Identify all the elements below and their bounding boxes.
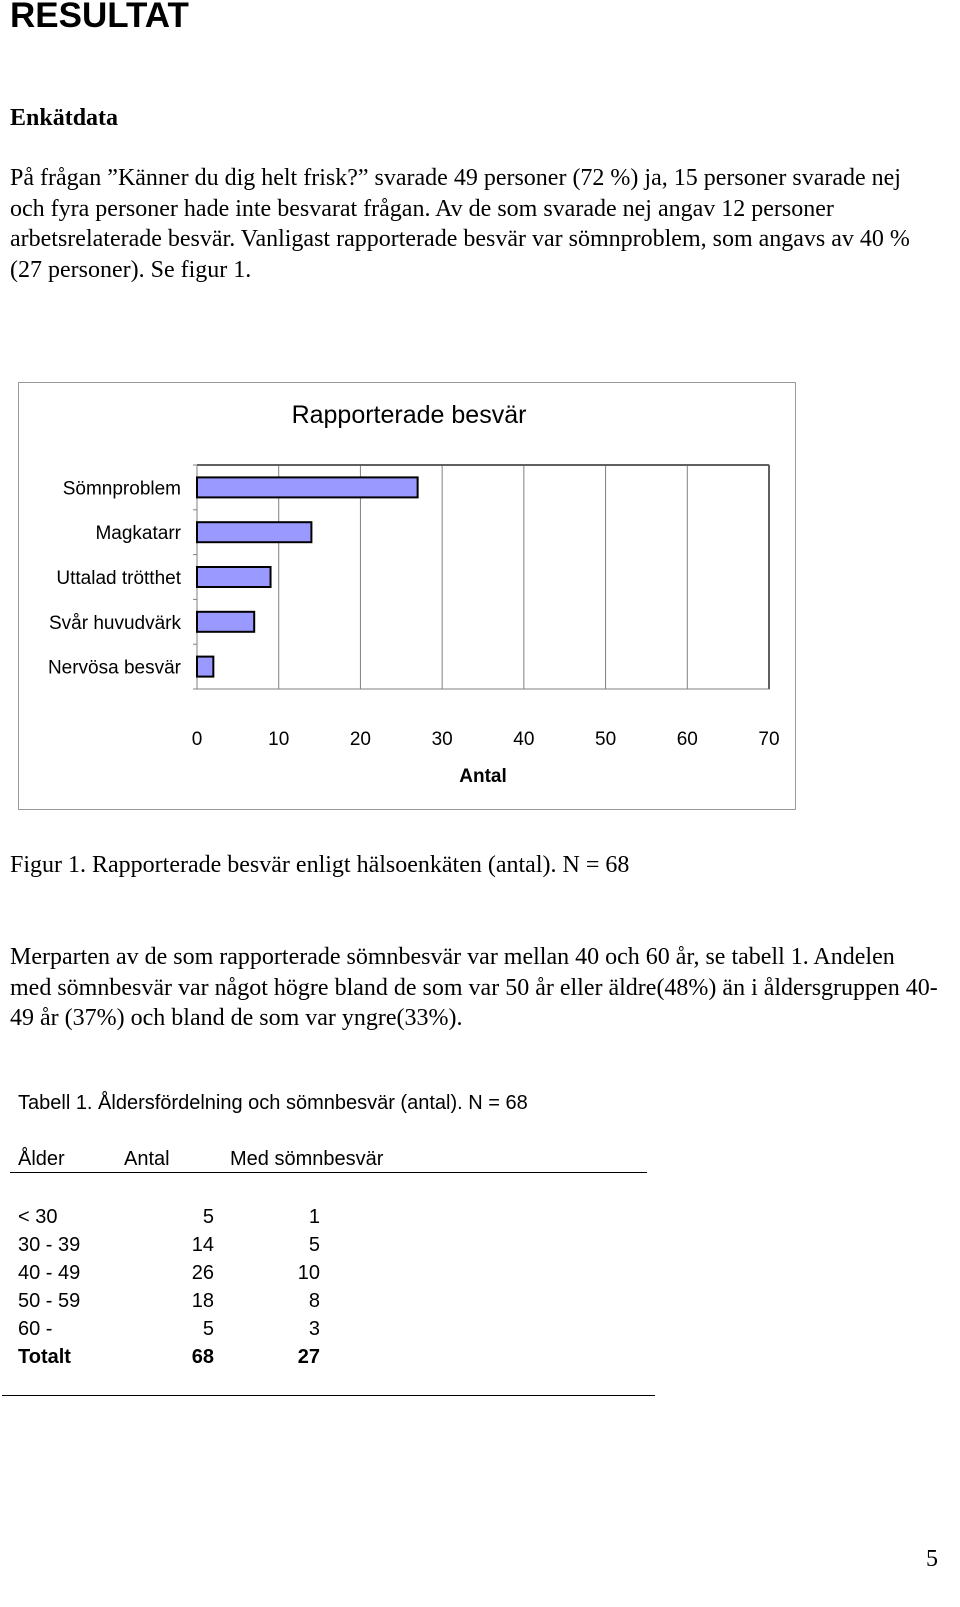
subsection-heading: Enkätdata: [10, 105, 119, 131]
table-total-row: [18, 1346, 328, 1374]
table-top-rule: [10, 1172, 647, 1173]
cell-sleep: 3: [308, 1318, 320, 1340]
cell-age: Totalt: [18, 1346, 71, 1368]
bar: [197, 567, 271, 587]
figure-caption: Figur 1. Rapporterade besvär enligt hälsoenkäten (antal). N = 68: [10, 852, 630, 878]
cell-age: 60 -: [18, 1318, 53, 1340]
bar: [197, 522, 311, 542]
bar: [197, 612, 254, 632]
cell-count: 5: [202, 1318, 214, 1340]
cell-count: 26: [191, 1262, 214, 1284]
bar-chart: [19, 383, 797, 811]
x-tick-label: 60: [676, 729, 698, 750]
chart-title: Rapporterade besvär: [291, 401, 527, 429]
cell-sleep: 8: [308, 1290, 320, 1312]
cell-sleep: 5: [308, 1234, 320, 1256]
cell-sleep: 1: [308, 1206, 320, 1228]
page-number: 5: [926, 1546, 938, 1572]
section-heading: RESULTAT: [10, 0, 189, 35]
cell-count: 18: [191, 1290, 214, 1312]
table-header-count: Antal: [124, 1148, 170, 1170]
x-tick-label: 40: [513, 729, 535, 750]
x-tick-label: 20: [349, 729, 371, 750]
cell-count: 5: [202, 1206, 214, 1228]
cell-age: 40 - 49: [18, 1262, 81, 1284]
x-tick-label: 30: [431, 729, 453, 750]
table-caption: Tabell 1. Åldersfördelning och sömnbesvär (antal). N = 68: [18, 1092, 528, 1114]
x-tick-label: 10: [268, 729, 290, 750]
x-tick-label: 0: [191, 729, 203, 750]
cell-age: < 30: [18, 1206, 58, 1228]
cell-sleep: 10: [297, 1262, 320, 1284]
table-bottom-rule: [2, 1395, 655, 1396]
table-header-sleep: Med sömnbesvär: [230, 1148, 384, 1170]
category-label: Svår huvudvärk: [48, 612, 181, 634]
cell-sleep: 27: [297, 1346, 320, 1368]
table-header-age: Ålder: [18, 1148, 65, 1170]
bar-chart-figure: [18, 382, 796, 810]
category-label: Uttalad trötthet: [56, 568, 181, 589]
table-row: [18, 1262, 328, 1290]
table-row: [18, 1206, 328, 1234]
cell-age: 30 - 39: [18, 1234, 81, 1256]
category-label: Magkatarr: [95, 523, 181, 545]
cell-count: 68: [191, 1346, 214, 1368]
plot-area: [197, 465, 769, 689]
category-label: Sömnproblem: [62, 478, 181, 500]
x-axis-label: Antal: [459, 766, 507, 787]
bar: [197, 657, 213, 677]
table-row: [18, 1290, 328, 1318]
x-tick-label: 50: [595, 729, 617, 750]
bar: [197, 477, 418, 497]
table-row: [18, 1318, 328, 1346]
table-row: [18, 1234, 328, 1262]
cell-count: 14: [191, 1234, 214, 1256]
results-paragraph: Merparten av de som rapporterade sömnbesvär var mellan 40 och 60 år, se tabell 1. Andelen med sömnbesvär var något högre bland de som var 50 år eller äldre(48%) än i åldersgruppen 40-49 år (37%) och bland de som var yngre(33%).: [10, 944, 938, 1031]
cell-age: 50 - 59: [18, 1290, 81, 1312]
x-tick-label: 70: [758, 729, 780, 750]
intro-paragraph: På frågan ”Känner du dig helt frisk?” svarade 49 personer (72 %) ja, 15 personer svarade nej och fyra personer hade inte besvarat frågan. Av de som svarade nej angav 12 personer arbetsrelaterade besvär. Vanligast rapporterade besvär var sömnproblem, som angavs av 40 % (27 personer). Se figur 1.: [10, 165, 910, 283]
category-label: Nervösa besvär: [47, 657, 181, 679]
